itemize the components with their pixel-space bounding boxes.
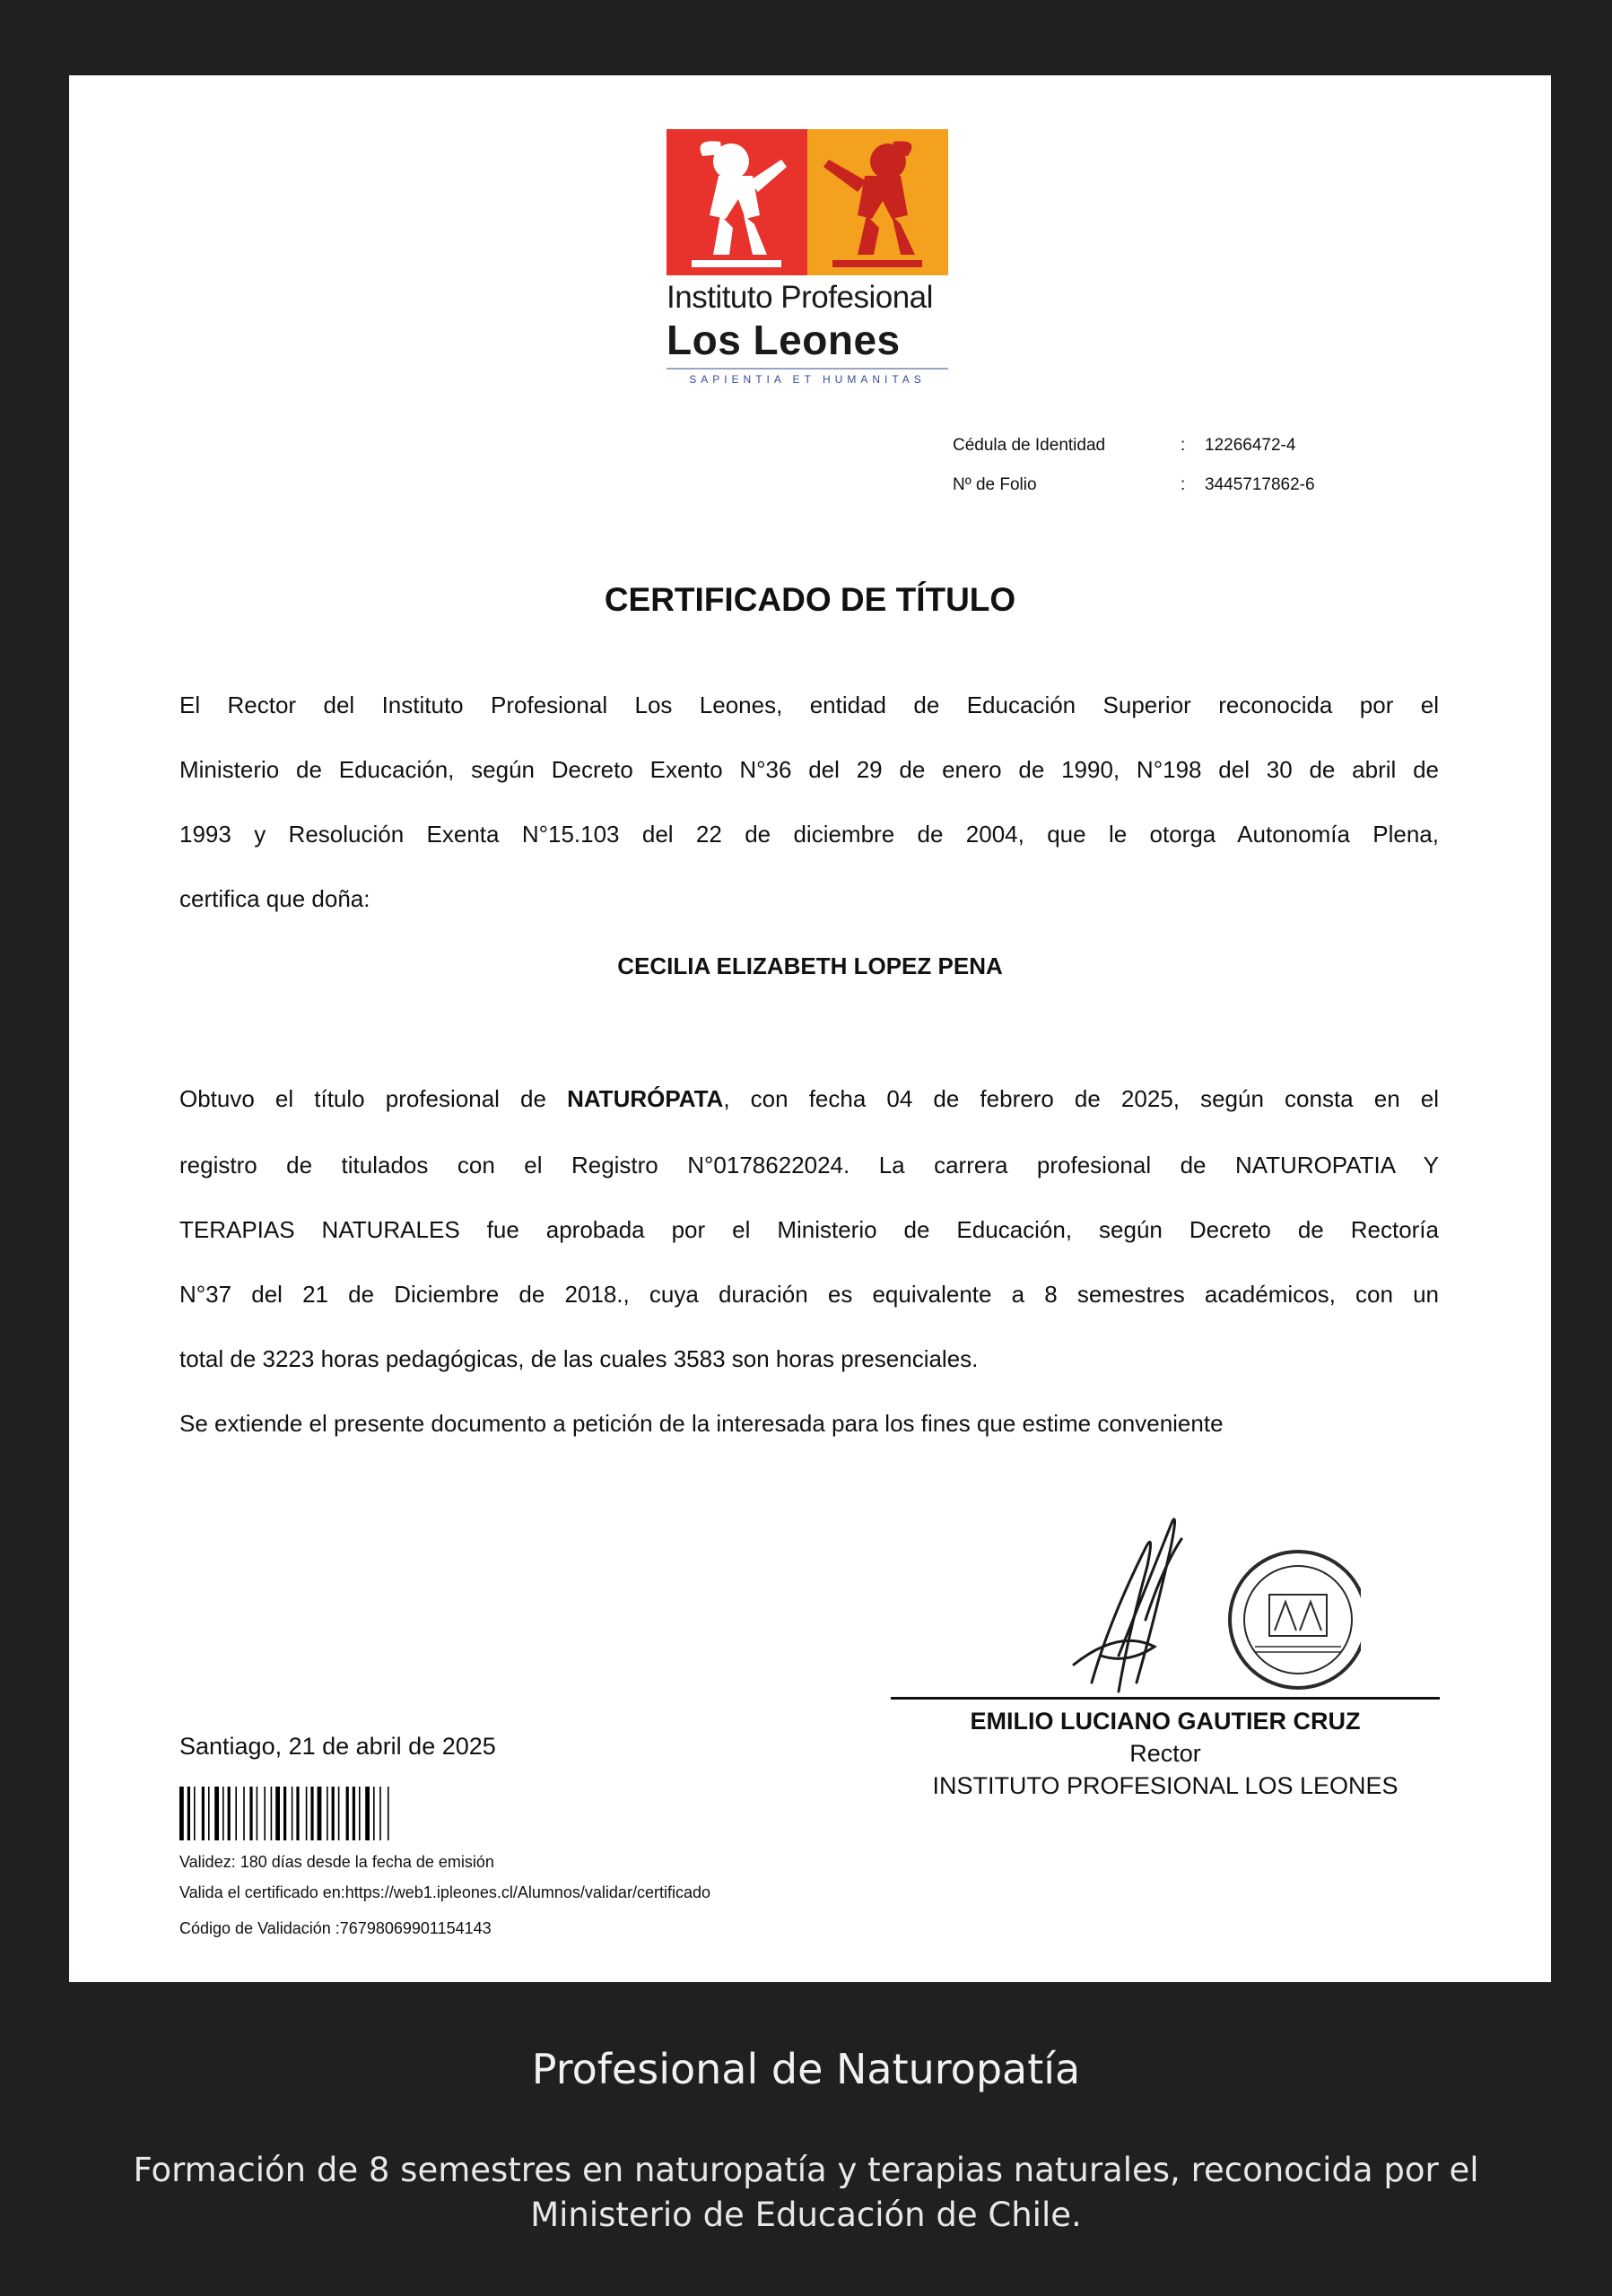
logo-orange-lion-panel xyxy=(807,129,948,275)
barcode-bar xyxy=(353,1787,355,1840)
signer-role: Rector xyxy=(1129,1740,1201,1767)
cedula-colon: : xyxy=(1181,436,1186,455)
barcode-bar xyxy=(327,1787,328,1840)
place-and-date: Santiago, 21 de abril de 2025 xyxy=(179,1733,496,1760)
barcode-bar xyxy=(283,1787,286,1840)
barcode-bar xyxy=(346,1787,349,1840)
barcode-bar xyxy=(275,1787,280,1840)
signer-institution: INSTITUTO PROFESIONAL LOS LEONES xyxy=(932,1772,1399,1799)
body-line-2: registro de titulados con el Registro N°0178622024. La carrera profesional de NATUROPATIA Y xyxy=(179,1152,1439,1178)
barcode-bar xyxy=(228,1787,231,1840)
barcode-bar xyxy=(249,1787,252,1840)
barcode-bar xyxy=(235,1787,237,1840)
barcode-bar xyxy=(179,1787,184,1840)
barcode-bar xyxy=(292,1787,293,1840)
barcode-bar xyxy=(257,1787,258,1840)
rector-stamp xyxy=(1230,1552,1361,1688)
caption-title: Profesional de Naturopatía xyxy=(531,2045,1081,2093)
barcode-bar xyxy=(296,1787,299,1840)
recipient-name: CECILIA ELIZABETH LOPEZ PENA xyxy=(617,952,1003,979)
logo-divider xyxy=(667,368,948,370)
barcode-bar xyxy=(359,1787,361,1840)
barcode-bar xyxy=(365,1787,370,1840)
barcode-bar xyxy=(208,1787,210,1840)
institution-logo xyxy=(667,129,954,389)
logo-text-line1: Instituto Profesional xyxy=(667,280,933,315)
intro-line-2: Ministerio de Educación, según Decreto Exento N°36 del 29 de enero de 1990, N°198 del 30 de abril de xyxy=(179,756,1439,783)
barcode-bar xyxy=(187,1787,190,1840)
rector-signature-and-stamp xyxy=(1020,1512,1361,1718)
document-title: CERTIFICADO DE TÍTULO xyxy=(604,581,1016,618)
barcode-icon xyxy=(179,1787,440,1840)
barcode-bar xyxy=(194,1787,196,1840)
barcode-bar xyxy=(202,1787,205,1840)
intro-line-3: 1993 y Resolución Exenta N°15.103 del 22 de diciembre de 2004, que le otorga Autonomía Plena, xyxy=(179,821,1439,848)
body-line-5: total de 3223 horas pedagógicas, de las cuales 3583 son horas presenciales. xyxy=(179,1345,979,1372)
barcode-bar xyxy=(243,1787,245,1840)
lion-left-icon xyxy=(667,129,807,275)
barcode-bar xyxy=(306,1787,308,1840)
validation-code: Código de Validación :76798069901154143 xyxy=(179,1919,492,1937)
barcode-bar xyxy=(318,1787,322,1840)
logo-motto: SAPIENTIA ET HUMANITAS xyxy=(689,373,926,386)
barcode-bar xyxy=(264,1787,266,1840)
body-line-1-start: Obtuvo el título profesional de xyxy=(179,1085,568,1112)
body-line-1 xyxy=(179,1085,1439,1113)
folio-label: Nº de Folio xyxy=(953,475,1037,494)
signer-name: EMILIO LUCIANO GAUTIER CRUZ xyxy=(970,1708,1361,1735)
validation-url[interactable]: Valida el certificado en:https://web1.ipleones.cl/Alumnos/validar/certificado xyxy=(179,1883,710,1901)
folio-value: 3445717862-6 xyxy=(1205,475,1315,494)
caption-description: Formación de 8 semestres en naturopatía y terapias naturales, reconocida por el Ministerio de Educación de Chile. xyxy=(133,2151,1479,2234)
barcode-bar xyxy=(332,1787,335,1840)
cedula-label: Cédula de Identidad xyxy=(953,436,1106,455)
lion-right-icon xyxy=(807,129,948,275)
body-line-3: TERAPIAS NATURALES fue aprobada por el Ministerio de Educación, según Decreto de Rectoría xyxy=(179,1216,1439,1243)
cedula-value: 12266472-4 xyxy=(1205,436,1296,455)
barcode-bar xyxy=(338,1787,340,1840)
logo-red-lion-panel xyxy=(667,129,807,275)
barcode-bar xyxy=(222,1787,224,1840)
body-line-6: Se extiende el presente documento a petición de la interesada para los fines que estime conveniente xyxy=(179,1410,1224,1437)
body-line-1-end: , con fecha 04 de febrero de 2025, según consta en el xyxy=(723,1085,1439,1112)
intro-line-1: El Rector del Instituto Profesional Los Leones, entidad de Educación Superior reconocida por el xyxy=(179,691,1439,718)
barcode-bar xyxy=(373,1787,375,1840)
barcode-bar xyxy=(271,1787,273,1840)
certificate-document xyxy=(69,75,1551,1982)
intro-line-4: certifica que doña: xyxy=(179,885,370,912)
degree-title: NATURÓPATA xyxy=(567,1085,724,1112)
barcode-bar xyxy=(214,1787,219,1840)
folio-colon: : xyxy=(1181,475,1186,494)
logo-text-line2: Los Leones xyxy=(667,317,901,363)
validity-text: Validez: 180 días desde la fecha de emisión xyxy=(179,1853,494,1871)
barcode-bar xyxy=(310,1787,313,1840)
barcode-bar xyxy=(379,1787,381,1840)
signature-line xyxy=(891,1697,1440,1700)
barcode-bar xyxy=(388,1787,389,1840)
body-line-4: N°37 del 21 de Diciembre de 2018., cuya duración es equivalente a 8 semestres académicos, con un xyxy=(179,1281,1439,1308)
